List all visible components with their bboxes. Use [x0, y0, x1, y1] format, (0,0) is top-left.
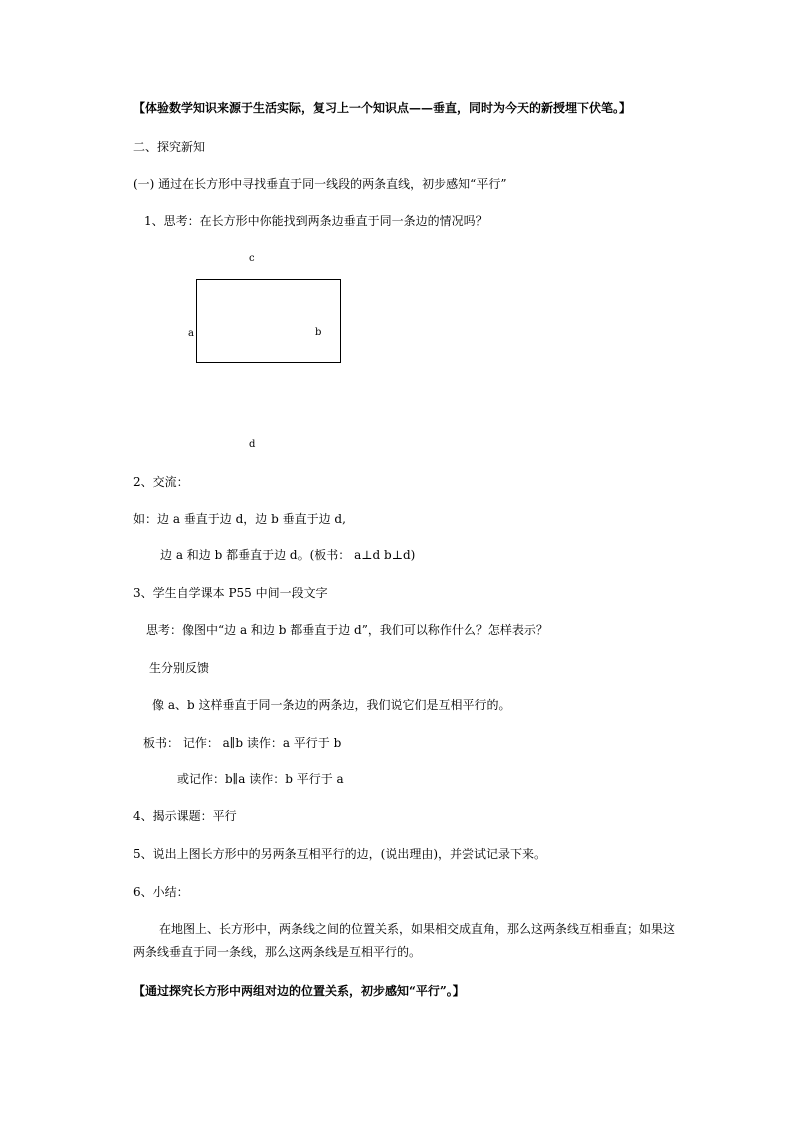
label-b: b: [315, 327, 322, 338]
label-d: d: [249, 439, 256, 450]
example-line-1: 如：边 a 垂直于边 d，边 b 垂直于边 d,: [133, 512, 346, 526]
example-line-2: 边 a 和边 b 都垂直于边 d。(板书： a⊥d b⊥d): [160, 548, 416, 562]
item-exchange: 2、交流：: [133, 475, 189, 489]
item-summary: 6、小结：: [133, 885, 189, 899]
rectangle-shape: [196, 279, 341, 363]
parallel-statement: 像 a、b 这样垂直于同一条边的两条边，我们说它们是互相平行的。: [152, 698, 511, 712]
item-think: 1、思考：在长方形中你能找到两条边垂直于同一条边的情况吗？: [144, 214, 488, 228]
section-heading: 二、探究新知: [133, 140, 206, 154]
item-other-parallel: 5、说出上图长方形中的另两条互相平行的边，(说出理由)，并尝试记录下来。: [133, 847, 547, 861]
item-self-study: 3、学生自学课本 P55 中间一段文字: [133, 586, 328, 600]
item-topic: 4、揭示课题：平行: [133, 809, 237, 823]
design-note-bottom: 【通过探究长方形中两组对边的位置关系，初步感知“平行”。】: [133, 984, 465, 998]
feedback-line: 生分别反馈: [149, 661, 210, 675]
design-note-top: 【体验数学知识来源于生活实际，复习上一个知识点——垂直，同时为今天的新授埋下伏笔。】: [133, 101, 632, 115]
summary-line-1: 在地图上、长方形中，两条线之间的位置关系，如果相交成直角，那么这两条线互相垂直；如果这: [159, 922, 676, 936]
think-question: 思考：像图中“边 a 和边 b 都垂直于边 d”，我们可以称作什么？怎样表示？: [146, 623, 548, 637]
label-c: c: [249, 253, 255, 264]
board-notation-1: 板书： 记作： a∥b 读作：a 平行于 b: [143, 736, 342, 750]
board-notation-2: 或记作：b∥a 读作：b 平行于 a: [177, 772, 344, 786]
label-a: a: [188, 328, 194, 339]
summary-line-2: 两条线垂直于同一条线，那么这两条线是互相平行的。: [133, 945, 422, 959]
subsection-heading: (一) 通过在长方形中寻找垂直于同一线段的两条直线，初步感知“平行”: [133, 177, 507, 191]
